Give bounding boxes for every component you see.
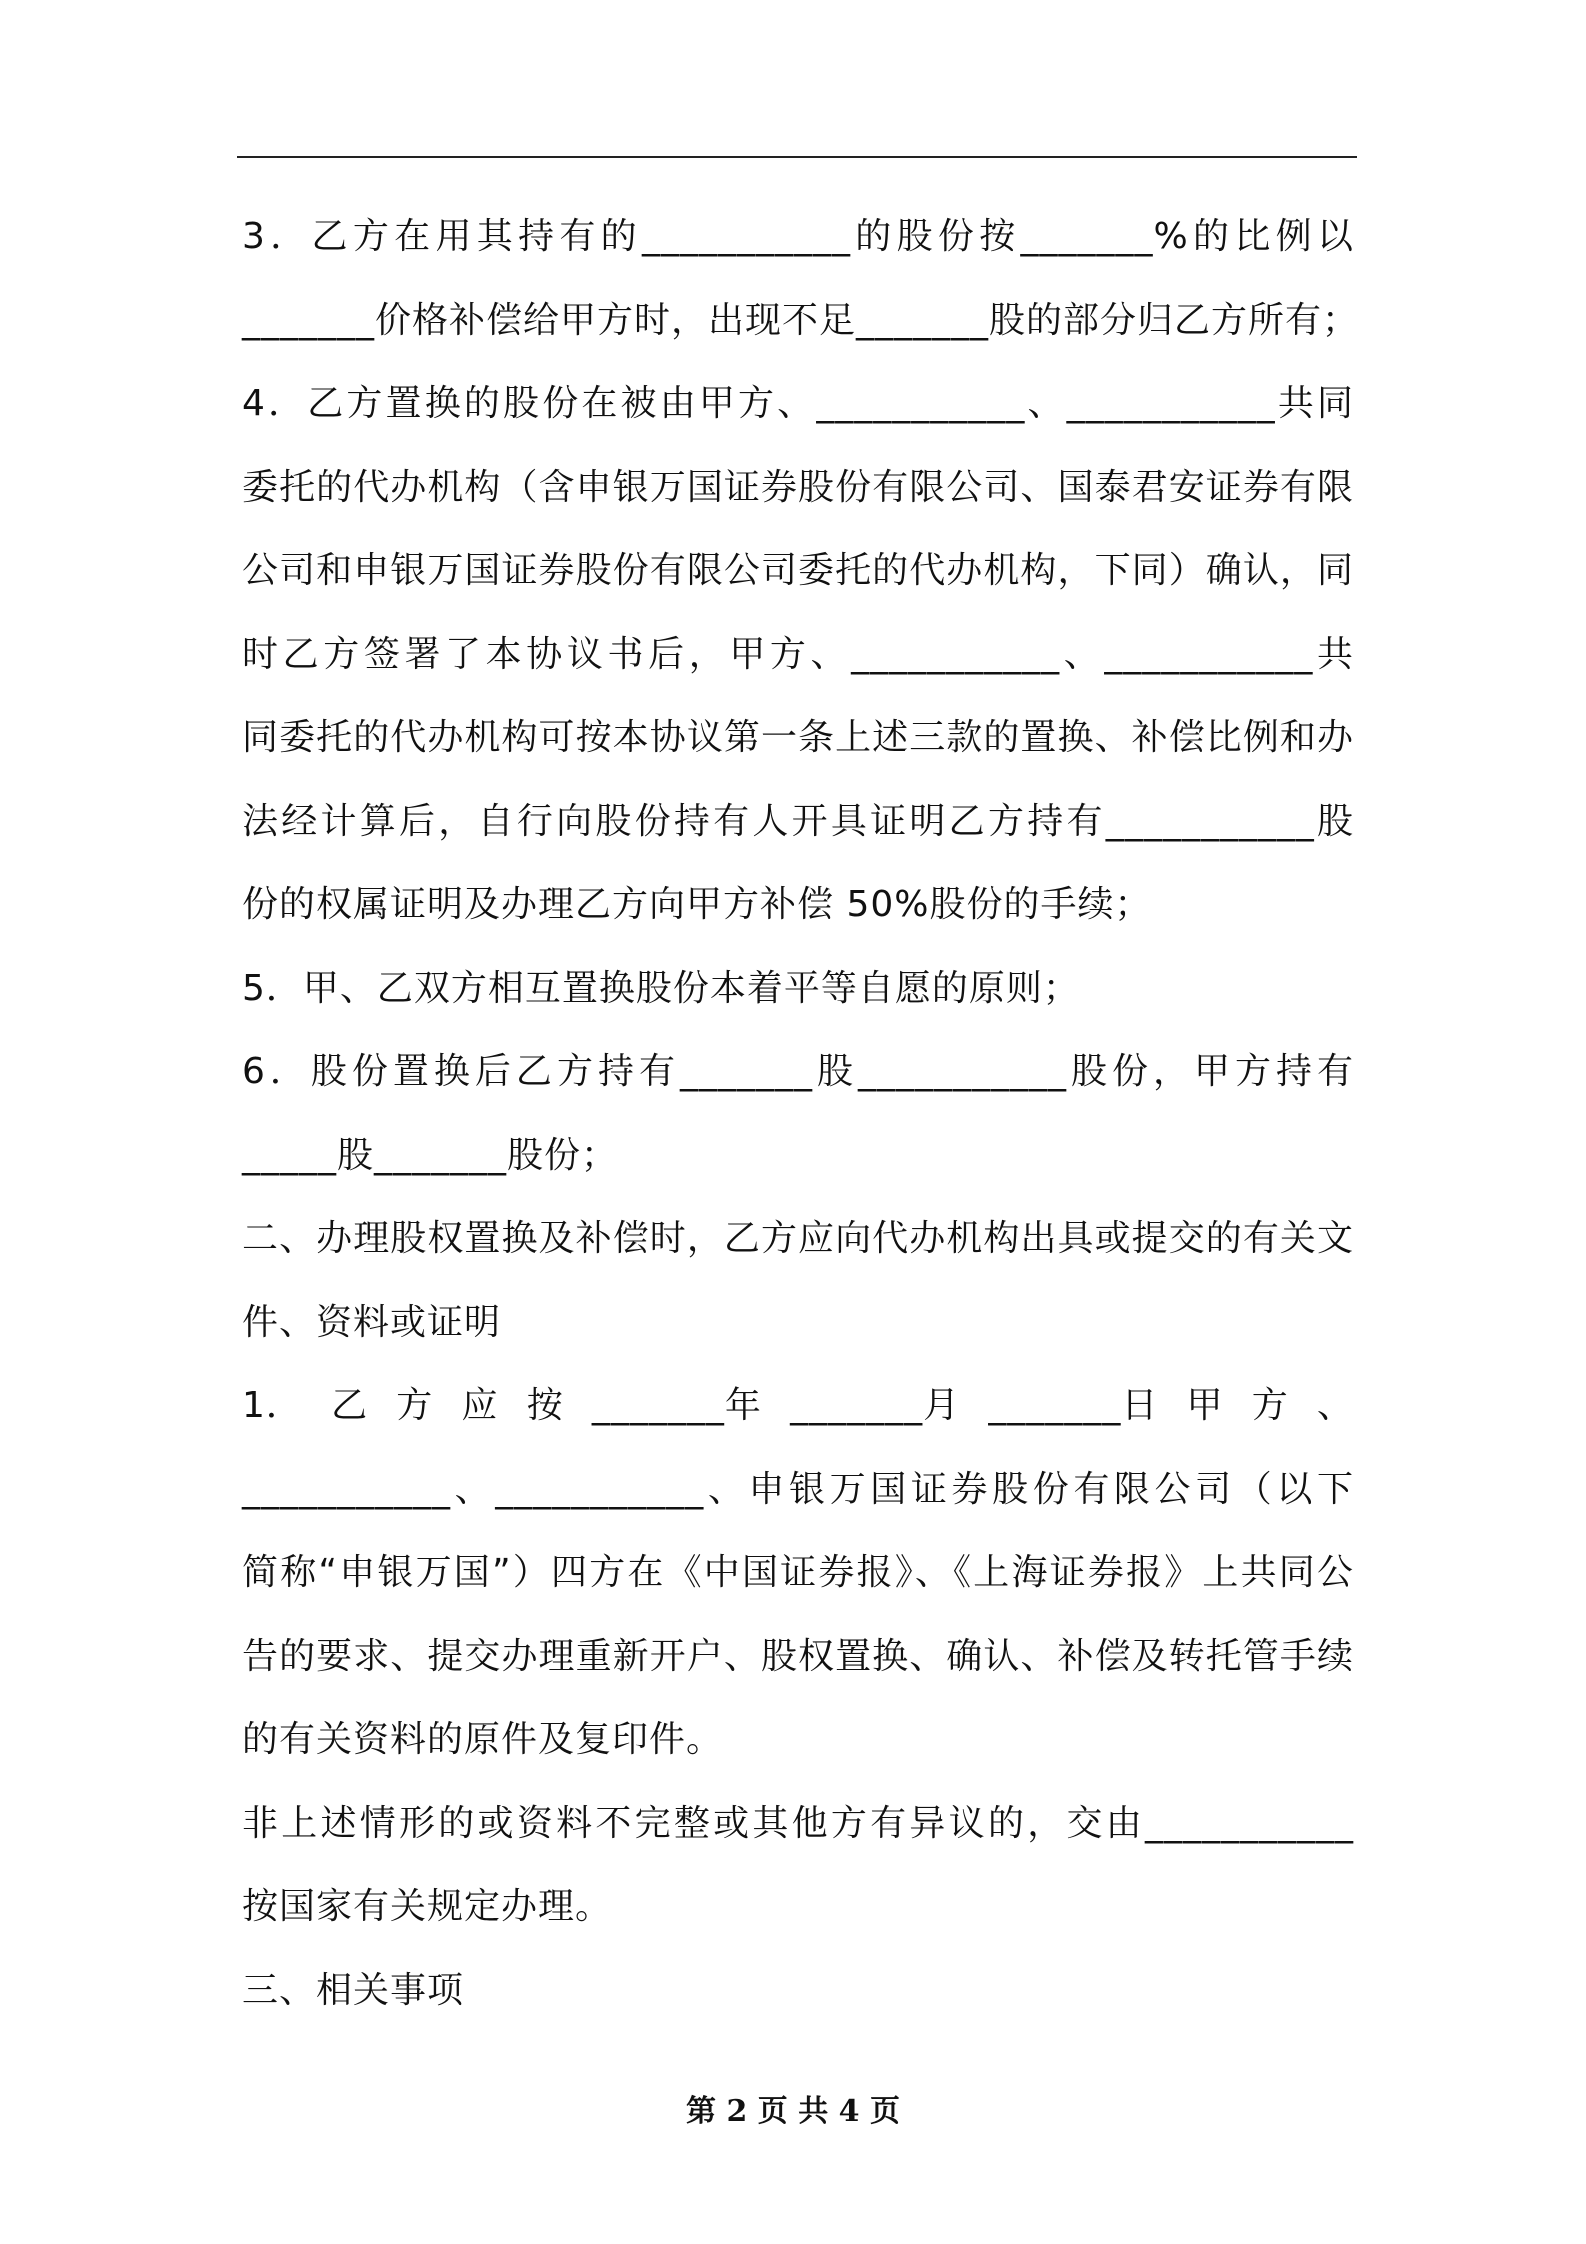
text-line: 份的权属证明及办理乙方向甲方补偿 50%股份的手续； bbox=[242, 884, 1152, 925]
text-line: 4．乙方置换的股份在被由甲方、___________、___________共同 bbox=[242, 383, 1354, 424]
text-line: 5．甲、乙双方相互置换股份本着平等自愿的原则； bbox=[242, 967, 1080, 1009]
spaced-word: 按 bbox=[526, 1385, 564, 1426]
text-line: 6．股份置换后乙方持有_______股___________股份，甲方持有 bbox=[242, 1051, 1354, 1092]
text-line: 同委托的代办机构可按本协议第一条上述三款的置换、补偿比例和办 bbox=[242, 717, 1354, 758]
text-line: 简称“申银万国”）四方在《中国证券报》、《上海证券报》上共同公 bbox=[242, 1552, 1354, 1593]
text-line: 法经计算后，自行向股份持有人开具证明乙方持有___________股 bbox=[242, 800, 1354, 842]
section-heading: 三、相关事项 bbox=[242, 1969, 465, 2011]
text-line: _____股_______股份； bbox=[242, 1134, 619, 1176]
spaced-word: 方 bbox=[1251, 1385, 1289, 1426]
section-heading-continuation: 件、资料或证明 bbox=[242, 1301, 502, 1343]
text-line: 的有关资料的原件及复印件。 bbox=[242, 1719, 724, 1760]
header-divider bbox=[237, 156, 1357, 158]
text-line: ___________、___________、申银万国证券股份有限公司（以下 bbox=[242, 1468, 1354, 1510]
text-line: 非上述情形的或资料不完整或其他方有异议的，交由___________ bbox=[242, 1802, 1354, 1844]
spaced-word: 甲 bbox=[1186, 1385, 1224, 1426]
spaced-word: 1． bbox=[242, 1385, 303, 1426]
spaced-word: _______日 bbox=[988, 1385, 1159, 1426]
spaced-text-line bbox=[242, 1364, 1354, 1448]
spaced-word: 方 bbox=[396, 1385, 434, 1426]
page-number: 第 2 页 共 4 页 bbox=[686, 2094, 900, 2129]
text-line: 告的要求、提交办理重新开户、股权置换、确认、补偿及转托管手续 bbox=[242, 1635, 1354, 1677]
spaced-word: _______年 bbox=[591, 1385, 762, 1426]
text-line: 时乙方签署了本协议书后，甲方、___________、___________共 bbox=[242, 633, 1354, 675]
document-body bbox=[242, 195, 1360, 2032]
text-line: 委托的代办机构（含申银万国证券股份有限公司、国泰君安证券有限 bbox=[242, 466, 1354, 508]
text-line: 按国家有关规定办理。 bbox=[242, 1886, 613, 1927]
text-line: 公司和申银万国证券股份有限公司委托的代办机构，下同）确认，同 bbox=[242, 550, 1354, 591]
text-line: _______价格补偿给甲方时，出现不足_______股的部分归乙方所有； bbox=[242, 299, 1360, 341]
section-heading: 二、办理股权置换及补偿时，乙方应向代办机构出具或提交的有关文 bbox=[242, 1218, 1354, 1259]
spaced-word: 、 bbox=[1316, 1385, 1354, 1426]
spaced-word: 乙 bbox=[331, 1385, 369, 1426]
spaced-word: _______月 bbox=[790, 1385, 961, 1426]
spaced-word: 应 bbox=[461, 1385, 499, 1426]
text-line: 3．乙方在用其持有的___________的股份按_______%的比例以 bbox=[242, 216, 1354, 257]
